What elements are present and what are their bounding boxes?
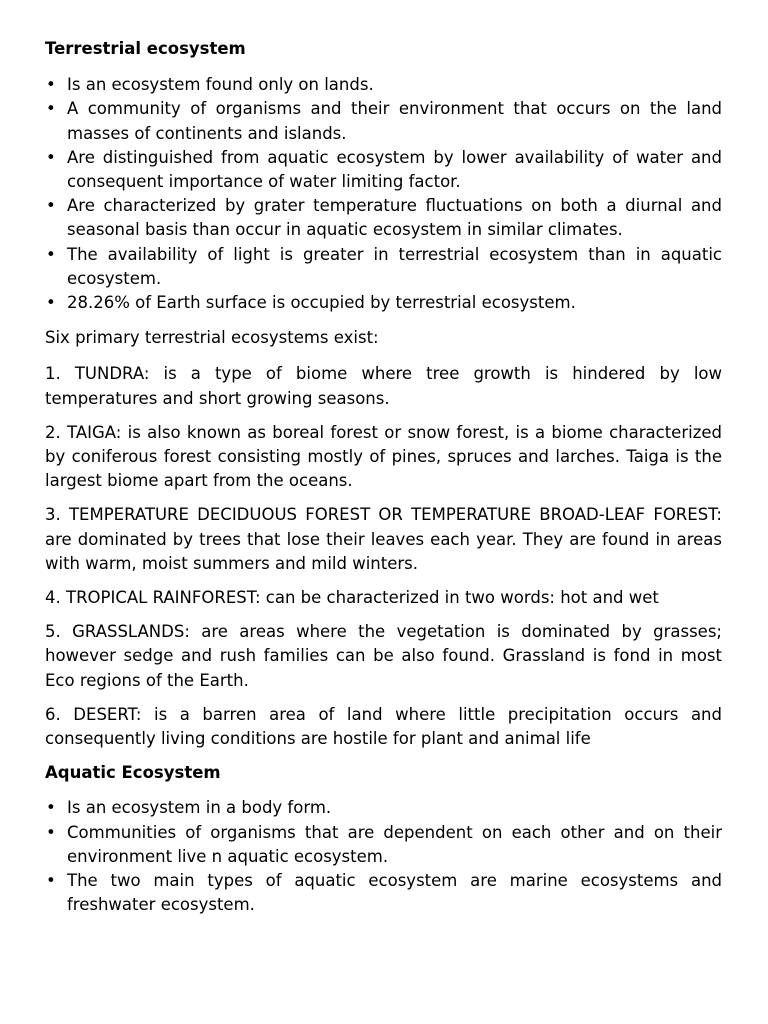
ecosystems-intro: Six primary terrestrial ecosystems exist: [45,328,379,348]
list-item-text: Is an ecosystem in a body form. [67,798,332,818]
list-item-text: Are distinguished from aquatic ecosystem by lower availability of water and consequent importance of water limiting factor. [67,147,722,192]
bullet-icon: • [46,798,56,818]
list-item [45,73,722,97]
list-item [45,869,722,917]
list-item-text: 28.26% of Earth surface is occupied by terrestrial ecosystem. [67,293,576,313]
bullet-icon: • [46,196,56,216]
terrestrial-bullet-list [45,73,722,315]
ecosystem-type-grasslands: 5. GRASSLANDS: are areas where the vegetation is dominated by grasses; however sedge and rush families can be also found. Grassland is fond in most Eco regions of the Earth. [45,622,722,690]
ecosystem-type-desert: 6. DESERT: is a barren area of land where little precipitation occurs and consequently living conditions are hostile for plant and animal life [45,704,722,749]
list-item [45,821,722,869]
ecosystem-type-rainforest: 4. TROPICAL RAINFOREST: can be characterized in two words: hot and wet [45,588,659,608]
list-item-text: The two main types of aquatic ecosystem are marine ecosystems and freshwater ecosystem. [67,871,722,915]
list-item-text: A community of organisms and their environment that occurs on the land masses of continents and islands. [67,99,722,143]
bullet-icon: • [46,75,56,95]
list-item-text: The availability of light is greater in terrestrial ecosystem than in aquatic ecosystem. [67,244,722,288]
list-item [45,243,722,291]
list-item [45,291,722,315]
list-item-text: Is an ecosystem found only on lands. [67,75,374,95]
list-item-text: Are characterized by grater temperature fluctuations on both a diurnal and seasonal basis than occur in aquatic ecosystem in similar climates. [67,196,722,240]
bullet-icon: • [46,244,56,264]
ecosystem-type-deciduous-forest: 3. TEMPERATURE DECIDUOUS FOREST OR TEMPERATURE BROAD-LEAF FOREST: are dominated by trees that lose their leaves each year. They are found in areas with warm, moist summers and mild winters. [45,505,722,573]
bullet-icon: • [46,99,56,119]
bullet-icon: • [46,293,56,313]
bullet-icon: • [46,147,56,167]
document-page [45,37,722,918]
list-item [45,796,722,820]
list-item-text: Communities of organisms that are dependent on each other and on their environment live n aquatic ecosystem. [67,822,722,866]
aquatic-heading: Aquatic Ecosystem [45,763,221,783]
list-item [45,146,722,194]
aquatic-bullet-list [45,796,722,917]
list-item [45,194,722,242]
list-item [45,97,722,145]
bullet-icon: • [46,871,56,891]
bullet-icon: • [46,822,56,842]
ecosystem-type-taiga: 2. TAIGA: is also known as boreal forest or snow forest, is a biome characterized by coniferous forest consisting mostly of pines, spruces and larches. Taiga is the largest biome apart from the oceans. [45,422,722,491]
terrestrial-heading: Terrestrial ecosystem [45,39,246,58]
ecosystem-type-tundra: 1. TUNDRA: is a type of biome where tree growth is hindered by low temperatures and short growing seasons. [45,364,722,408]
